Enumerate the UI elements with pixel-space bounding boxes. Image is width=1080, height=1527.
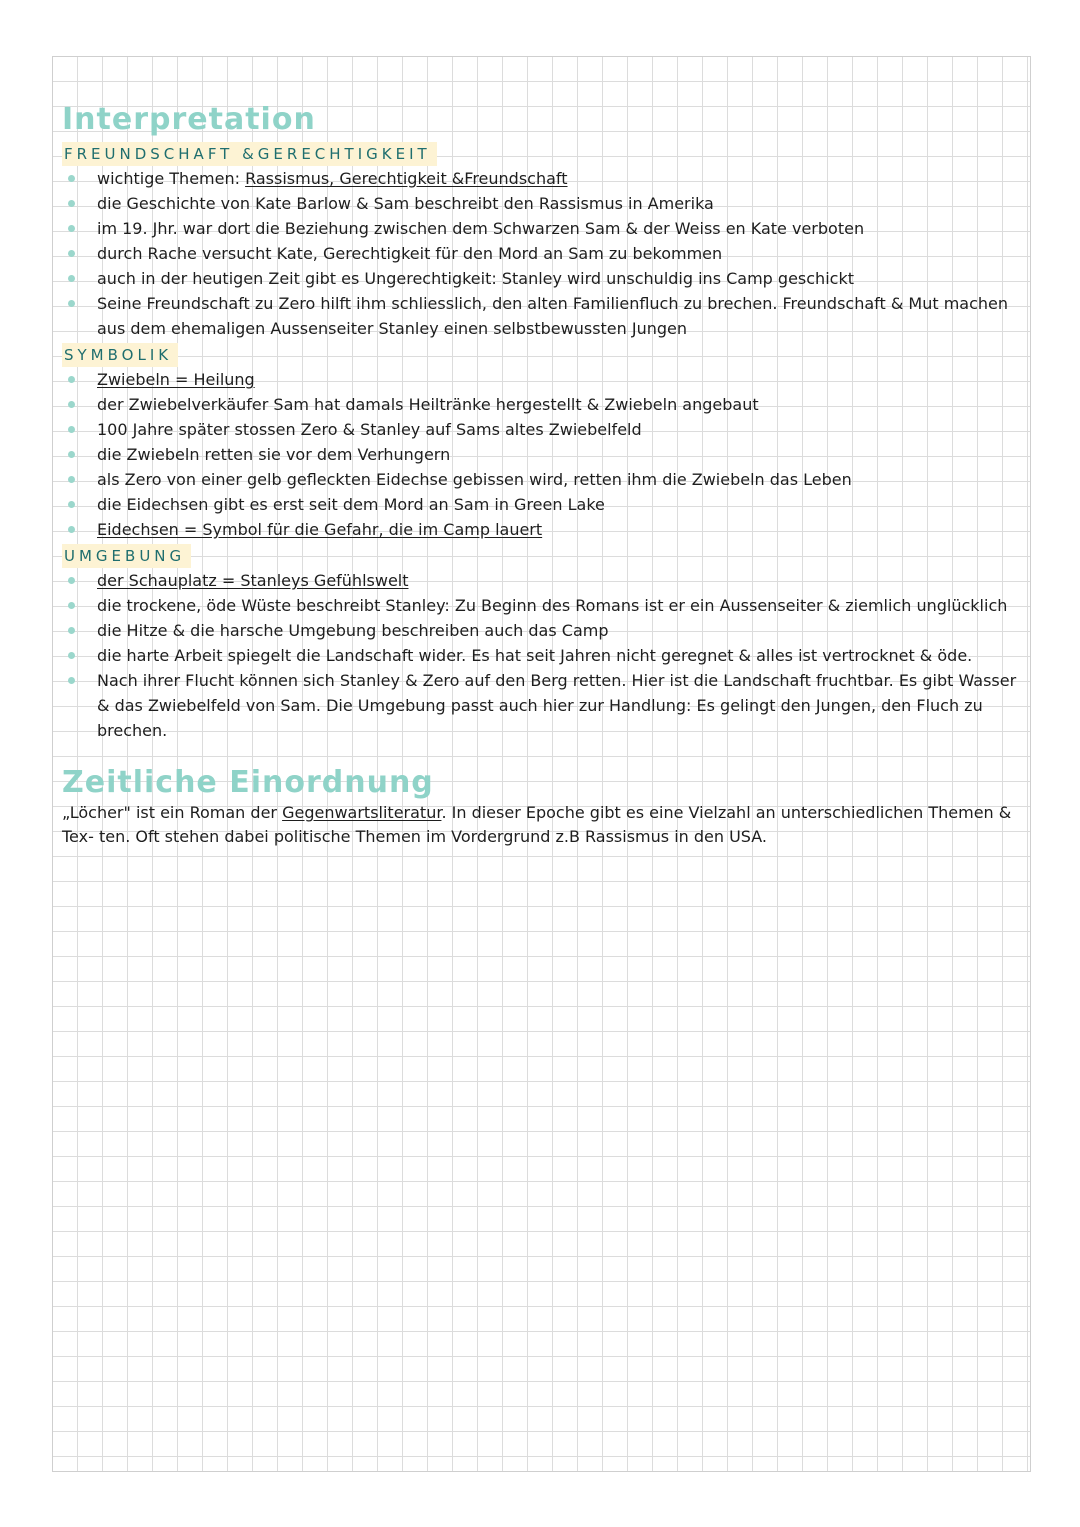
bullet-icon [68, 602, 75, 609]
item-text: die trockene, öde Wüste beschreibt Stanley: Zu Beginn des Romans ist er ein Aussenseiter & ziemlich unglücklich [97, 596, 1008, 615]
bullet-icon [68, 577, 75, 584]
item-text: im 19. Jhr. war dort die Beziehung zwischen dem Schwarzen Sam & der Weiss en Kate verboten [97, 219, 865, 238]
list-item [62, 392, 1022, 417]
bullet-icon [68, 225, 75, 232]
item-text: die Geschichte von Kate Barlow & Sam beschreibt den Rassismus in Amerika [97, 194, 714, 213]
item-text: Nach ihrer Flucht können sich Stanley & Zero auf den Berg retten. Hier ist die Landschaft fruchtbar. Es gibt Wasser & das Zwiebelfeld von Sam. Die Umgebung passt auch hier zur Handlung: Es gelingt den Jungen, den Fluch zu brechen. [97, 671, 1017, 740]
list-item [62, 241, 1022, 266]
item-text: der Zwiebelverkäufer Sam hat damals Heiltränke hergestellt & Zwiebeln angebaut [97, 395, 759, 414]
list-item [62, 291, 1022, 341]
bullet-icon [68, 275, 75, 282]
bullet-icon [68, 451, 75, 458]
paragraph-underlined-text: Gegenwartsliteratur [282, 803, 442, 822]
einordnung-paragraph [62, 801, 1017, 849]
bullet-icon [68, 175, 75, 182]
bullet-icon [68, 250, 75, 257]
list-item [62, 643, 1022, 668]
bullet-icon [68, 526, 75, 533]
item-text: Seine Freundschaft zu Zero hilft ihm schliesslich, den alten Familienfluch zu brechen. Freundschaft & Mut machen aus dem ehemaligen Aussenseiter Stanley einen selbstbewussten Jungen [97, 294, 1009, 338]
item-text: auch in der heutigen Zeit gibt es Ungerechtigkeit: Stanley wird unschuldig ins Camp geschickt [97, 269, 854, 288]
notes-content [62, 100, 1022, 849]
item-underlined-text: Zwiebeln = Heilung [97, 370, 255, 389]
bullet-icon [68, 677, 75, 684]
list-item [62, 568, 1022, 593]
bullet-icon [68, 200, 75, 207]
bullet-icon [68, 501, 75, 508]
bullet-icon [68, 476, 75, 483]
list-item [62, 266, 1022, 291]
umgebung-list [62, 568, 1022, 743]
list-item [62, 517, 1022, 542]
bullet-icon [68, 376, 75, 383]
list-item [62, 467, 1022, 492]
item-underlined-text: der Schauplatz = Stanleys Gefühlswelt [97, 571, 409, 590]
item-text: die harte Arbeit spiegelt die Landschaft wider. Es hat seit Jahren nicht geregnet & alles ist vertrocknet & öde. [97, 646, 973, 665]
item-text: 100 Jahre später stossen Zero & Stanley auf Sams altes Zwiebelfeld [97, 420, 642, 439]
list-item [62, 668, 1022, 743]
einordnung-title: Zeitliche Einordnung [62, 765, 434, 800]
list-item [62, 417, 1022, 442]
item-text: durch Rache versucht Kate, Gerechtigkeit für den Mord an Sam zu bekommen [97, 244, 723, 263]
paragraph-text: . In dieser Epoche gibt es eine Vielzahl an unterschiedlichen Themen & Tex- ten. Oft stehen dabei politische Themen im Vordergrund z.B Rassismus in den USA. [62, 803, 1012, 846]
item-underlined-text: Rassismus, Gerechtigkeit &Freundschaft [245, 169, 568, 188]
list-item [62, 166, 1022, 191]
item-text: die Eidechsen gibt es erst seit dem Mord an Sam in Green Lake [97, 495, 605, 514]
freundschaft-list [62, 166, 1022, 341]
list-item [62, 442, 1022, 467]
list-item [62, 593, 1022, 618]
umgebung-heading: UMGEBUNG [62, 544, 191, 568]
item-text: die Hitze & die harsche Umgebung beschreiben auch das Camp [97, 621, 609, 640]
symbolik-heading: SYMBOLIK [62, 343, 178, 367]
item-text: als Zero von einer gelb gefleckten Eidechse gebissen wird, retten ihm die Zwiebeln das Leben [97, 470, 852, 489]
bullet-icon [68, 627, 75, 634]
list-item [62, 367, 1022, 392]
freundschaft-heading: FREUNDSCHAFT &GERECHTIGKEIT [62, 142, 437, 166]
paragraph-text: „Löcher" ist ein Roman der [62, 803, 283, 822]
item-text: wichtige Themen: [97, 169, 246, 188]
item-text: die Zwiebeln retten sie vor dem Verhungern [97, 445, 451, 464]
list-item [62, 618, 1022, 643]
bullet-icon [68, 426, 75, 433]
bullet-icon [68, 401, 75, 408]
bullet-icon [68, 300, 75, 307]
list-item [62, 492, 1022, 517]
interpretation-title: Interpretation [62, 102, 316, 137]
symbolik-list [62, 367, 1022, 542]
item-underlined-text: Eidechsen = Symbol für die Gefahr, die im Camp lauert [97, 520, 543, 539]
list-item [62, 191, 1022, 216]
bullet-icon [68, 652, 75, 659]
list-item [62, 216, 1022, 241]
